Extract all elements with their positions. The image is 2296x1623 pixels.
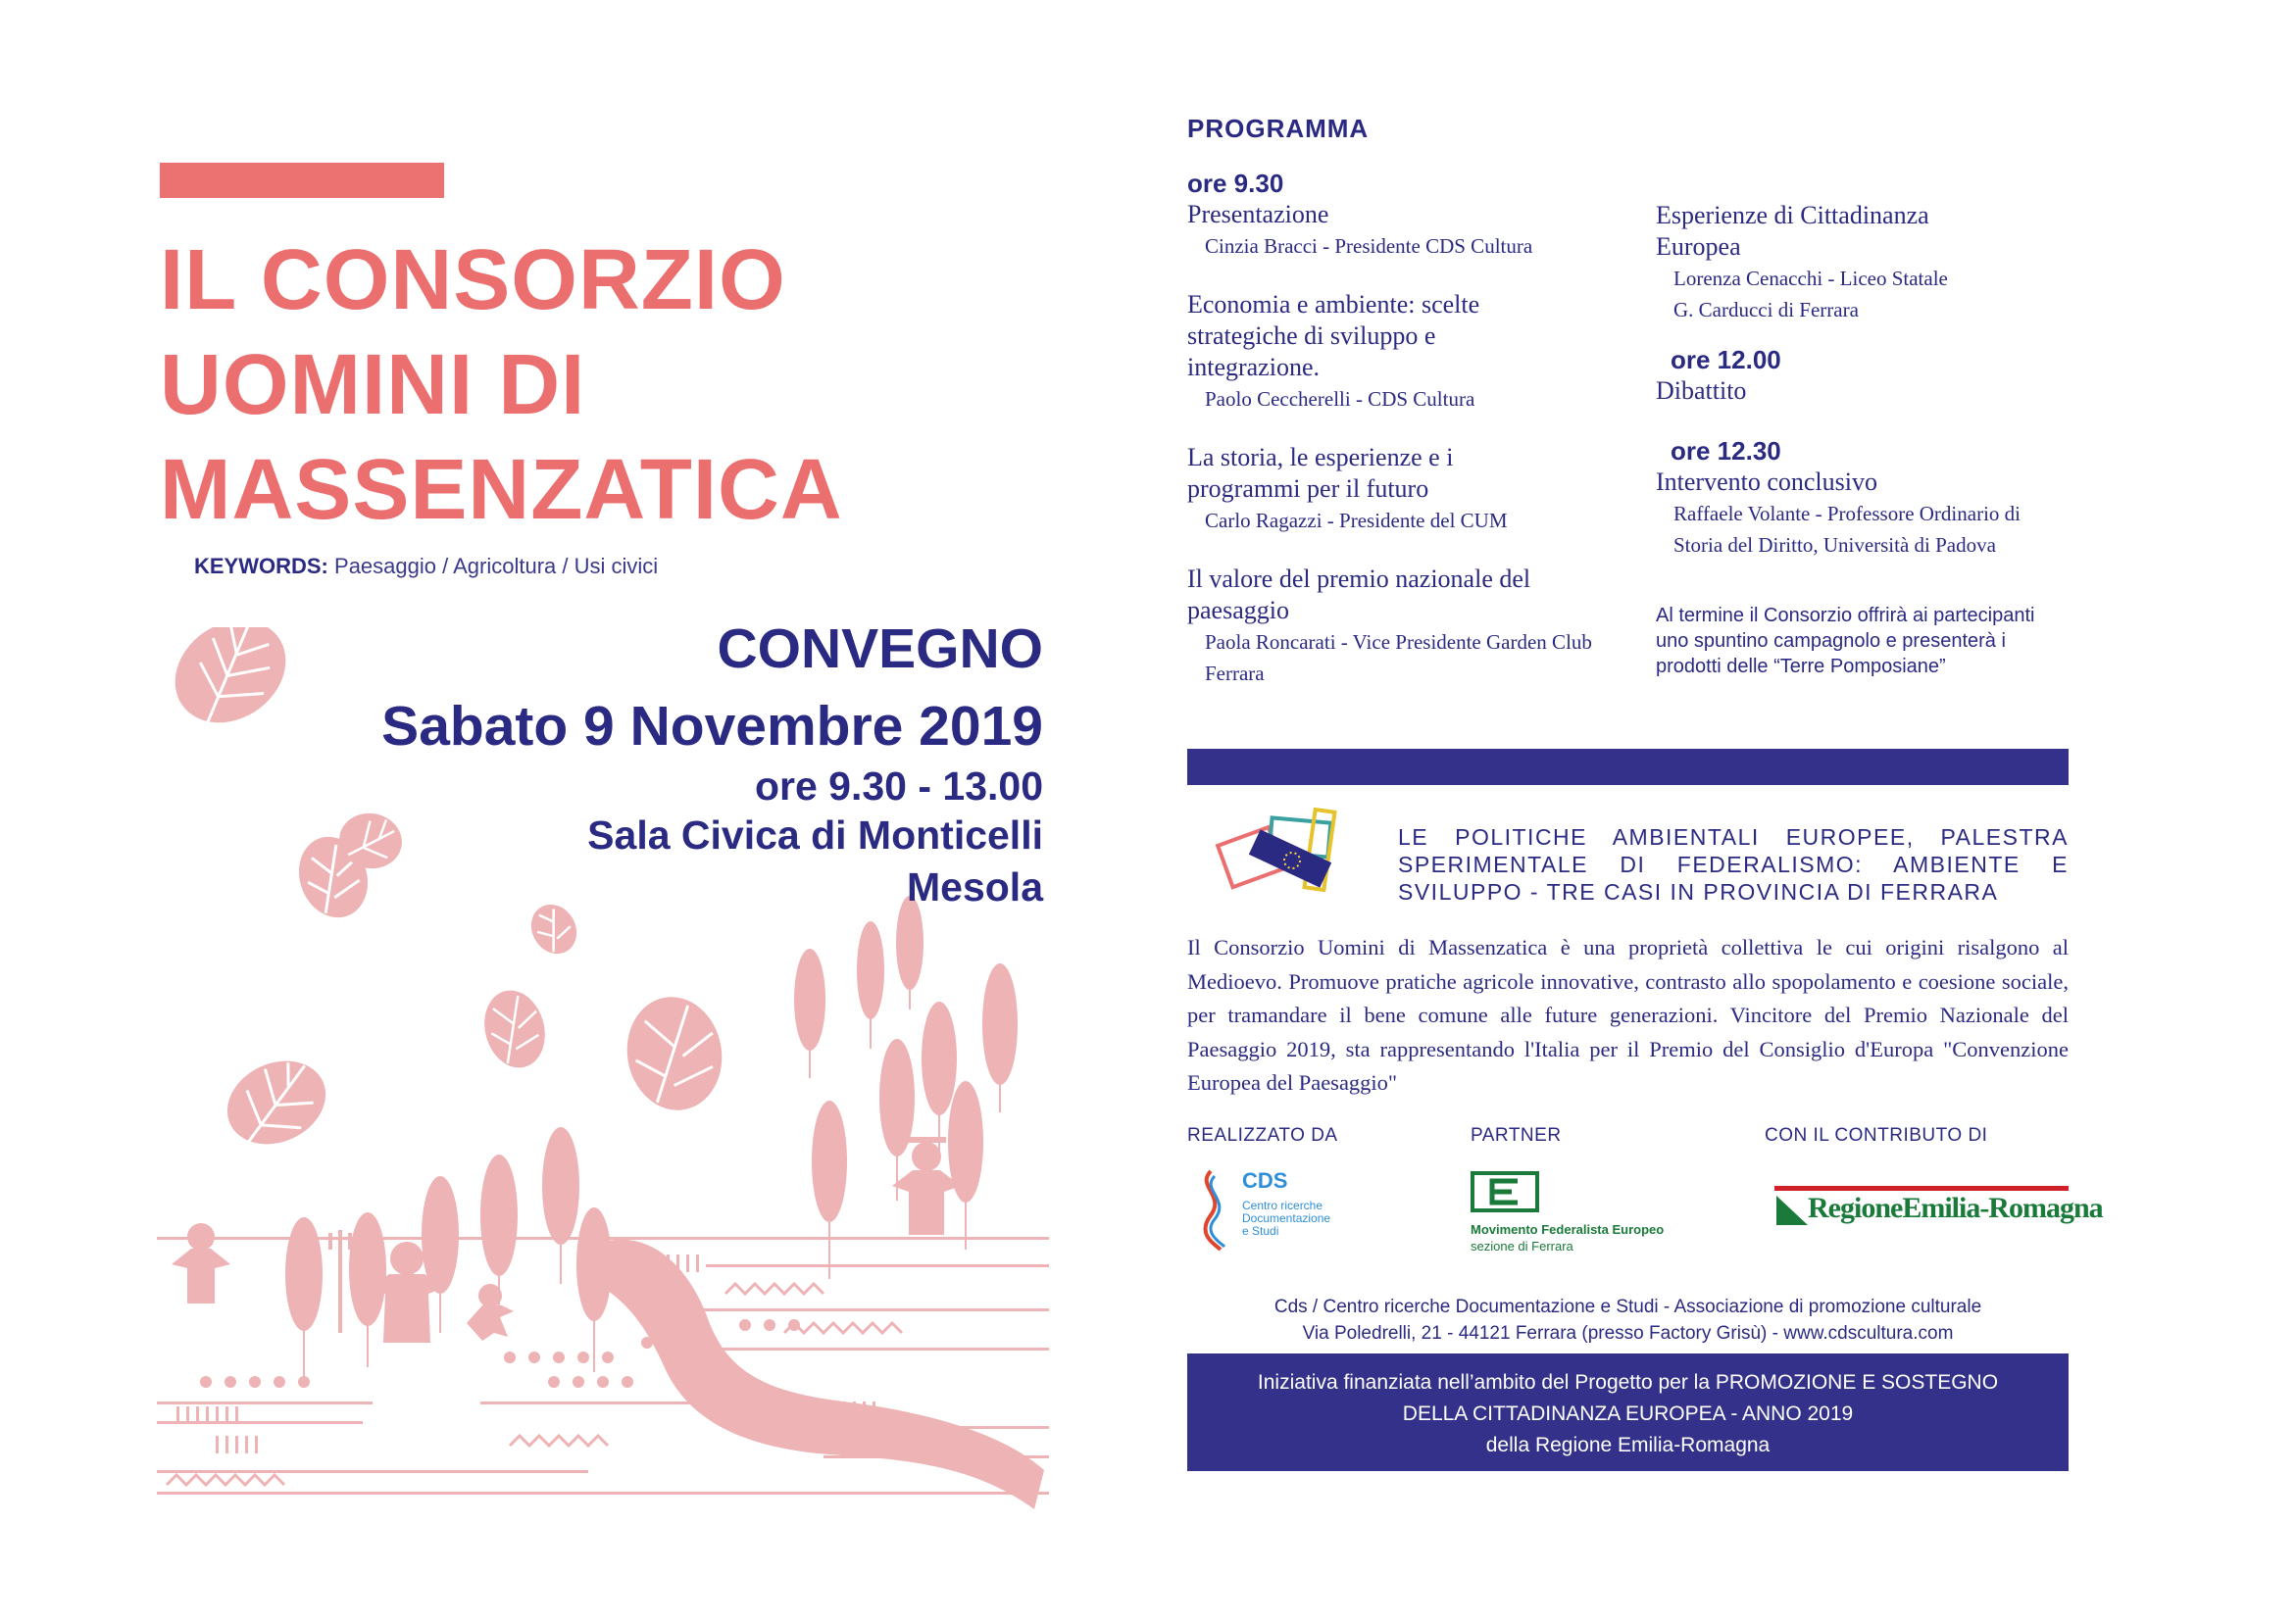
program-item-speaker: Cinzia Bracci - Presidente CDS Cultura — [1205, 234, 1533, 258]
regione-logo — [1774, 1186, 2103, 1235]
title-accent-bar — [160, 163, 444, 198]
mfe-logo-icon — [1471, 1171, 1539, 1212]
event-city: Mesola — [907, 864, 1043, 910]
program-item-speaker: Raffaele Volante - Professore Ordinario di — [1673, 502, 2021, 525]
leaf-icon — [476, 984, 554, 1075]
program-item-title: Esperienze di Cittadinanza Europea — [1656, 201, 1929, 261]
divider-bar — [1187, 749, 2069, 785]
keywords-label: KEYWORDS: — [194, 554, 328, 578]
river-shape — [588, 1240, 1044, 1509]
title-line: UOMINI DI — [160, 337, 586, 432]
cds-logo-line: Centro ricerche — [1242, 1199, 1323, 1212]
event-date: Sabato 9 Novembre 2019 — [381, 695, 1043, 758]
program-item-speaker: G. Carducci di Ferrara — [1673, 298, 1859, 321]
program-time: ore 12.00 — [1671, 345, 1781, 374]
program-time: ore 12.30 — [1671, 436, 1781, 466]
footer-address-line: Via Poledrelli, 21 - 44121 Ferrara (presso Factory Grisù) - www.cdscultura.com — [1302, 1323, 1954, 1344]
page-title — [160, 227, 964, 542]
event-venue: Sala Civica di Monticelli — [587, 812, 1043, 858]
programma-heading: PROGRAMMA — [1187, 114, 1370, 143]
program-item-title: La storia, le esperienze e i programmi per il futuro — [1187, 443, 1454, 503]
keywords — [194, 554, 658, 579]
eu-heading-line: LE POLITICHE AMBIENTALI EUROPEE, PALESTRA — [1398, 824, 2069, 850]
programma-right-column — [1656, 200, 2077, 561]
regione-flag-icon — [1774, 1194, 1810, 1227]
program-item-speaker: Paolo Ceccherelli - CDS Cultura — [1205, 387, 1475, 411]
event-type: CONVEGNO — [717, 617, 1043, 680]
eu-project-heading — [1398, 823, 2069, 906]
mfe-logo — [1471, 1171, 1725, 1259]
contributo-label: CON IL CONTRIBUTO DI — [1765, 1125, 1988, 1146]
cds-logo-name: CDS — [1242, 1168, 1288, 1193]
funding-line: della Regione Emilia-Romagna — [1485, 1434, 1771, 1456]
funding-line: Iniziativa finanziata nell’ambito del Progetto per la PROMOZIONE E SOSTEGNO — [1257, 1371, 1999, 1394]
program-item-title: Intervento conclusivo — [1656, 467, 1877, 496]
closing-note: Al termine il Consorzio offrirà ai partecipanti uno spuntino campagnolo e presenterà i prodotti delle “Terre Pomposiane” — [1656, 605, 2035, 677]
eu-heading-line: SPERIMENTALE DI FEDERALISMO: AMBIENTE E — [1398, 852, 2069, 877]
mfe-section: sezione di Ferrara — [1471, 1239, 1573, 1254]
consorzio-description: Il Consorzio Uomini di Massenzatica è una proprietà collettiva le cui origini risalgono al Medioevo. Promuove pratiche agricole innovative, contrasto allo spopolamento e coesione sociale, per tramandare il bene comune alle future generazioni. Vincitore del Premio Nazionale del Paesaggio 2019, sta rappresentando l'Italia per il Premio del Consiglio d'Europa "Convenzione Europea del Paesaggio" — [1187, 935, 2069, 1095]
funding-box — [1187, 1353, 2069, 1471]
regione-name: RegioneEmilia-Romagna — [1808, 1192, 2103, 1224]
program-item-title: Dibattito — [1656, 376, 1747, 405]
mfe-name: Movimento Federalista Europeo — [1471, 1222, 1665, 1237]
footer-address-line: Cds / Centro ricerche Documentazione e Studi - Associazione di promozione culturale — [1273, 1297, 1982, 1317]
eu-heading-line: SVILUPPO - TRE CASI IN PROVINCIA DI FERRARA — [1398, 879, 1999, 905]
footer-address — [1187, 1294, 2069, 1347]
cds-logo-text — [1242, 1200, 1330, 1238]
figure-child — [172, 1223, 230, 1303]
leaf-icon — [214, 1046, 339, 1159]
program-item-title: Il valore del premio nazionale del paesaggio — [1187, 565, 1531, 624]
keywords-value: Paesaggio / Agricoltura / Usi civici — [334, 554, 659, 578]
event-time: ore 9.30 - 13.00 — [754, 763, 1043, 809]
realizzato-label: REALIZZATO DA — [1187, 1125, 1338, 1146]
cds-logo-line: Documentazione — [1242, 1211, 1331, 1225]
title-line: IL CONSORZIO — [160, 232, 786, 327]
title-line: MASSENZATICA — [160, 442, 843, 537]
leaf-icon — [523, 896, 585, 961]
cds-logo-icon — [1191, 1166, 1230, 1254]
cds-logo-line: e Studi — [1242, 1224, 1279, 1238]
cds-logo — [1191, 1166, 1377, 1254]
program-item-title: Presentazione — [1187, 200, 1329, 228]
program-item-speaker: Lorenza Cenacchi - Liceo Statale — [1673, 267, 1948, 290]
leaf-icon — [619, 990, 731, 1118]
landscape-illustration — [157, 627, 1049, 1509]
program-item-title: Economia e ambiente: scelte strategiche di sviluppo e integrazione. — [1187, 290, 1480, 381]
program-item-speaker: Carlo Ragazzi - Presidente del CUM — [1205, 509, 1508, 532]
figure-dog — [467, 1284, 514, 1341]
funding-line: DELLA CITTADINANZA EUROPEA - ANNO 2019 — [1402, 1402, 1854, 1425]
partner-label: PARTNER — [1471, 1125, 1562, 1146]
program-time: ore 9.30 — [1187, 169, 1284, 198]
regione-logo-bar — [1774, 1186, 2069, 1191]
program-item-speaker: Paola Roncarati - Vice Presidente Garden Club Ferrara — [1205, 630, 1592, 685]
leaf-icon — [157, 627, 306, 744]
program-item-speaker: Storia del Diritto, Università di Padova — [1673, 533, 1996, 557]
programma-left-column — [1187, 169, 1648, 689]
eu-project-logo-icon — [1212, 806, 1359, 904]
